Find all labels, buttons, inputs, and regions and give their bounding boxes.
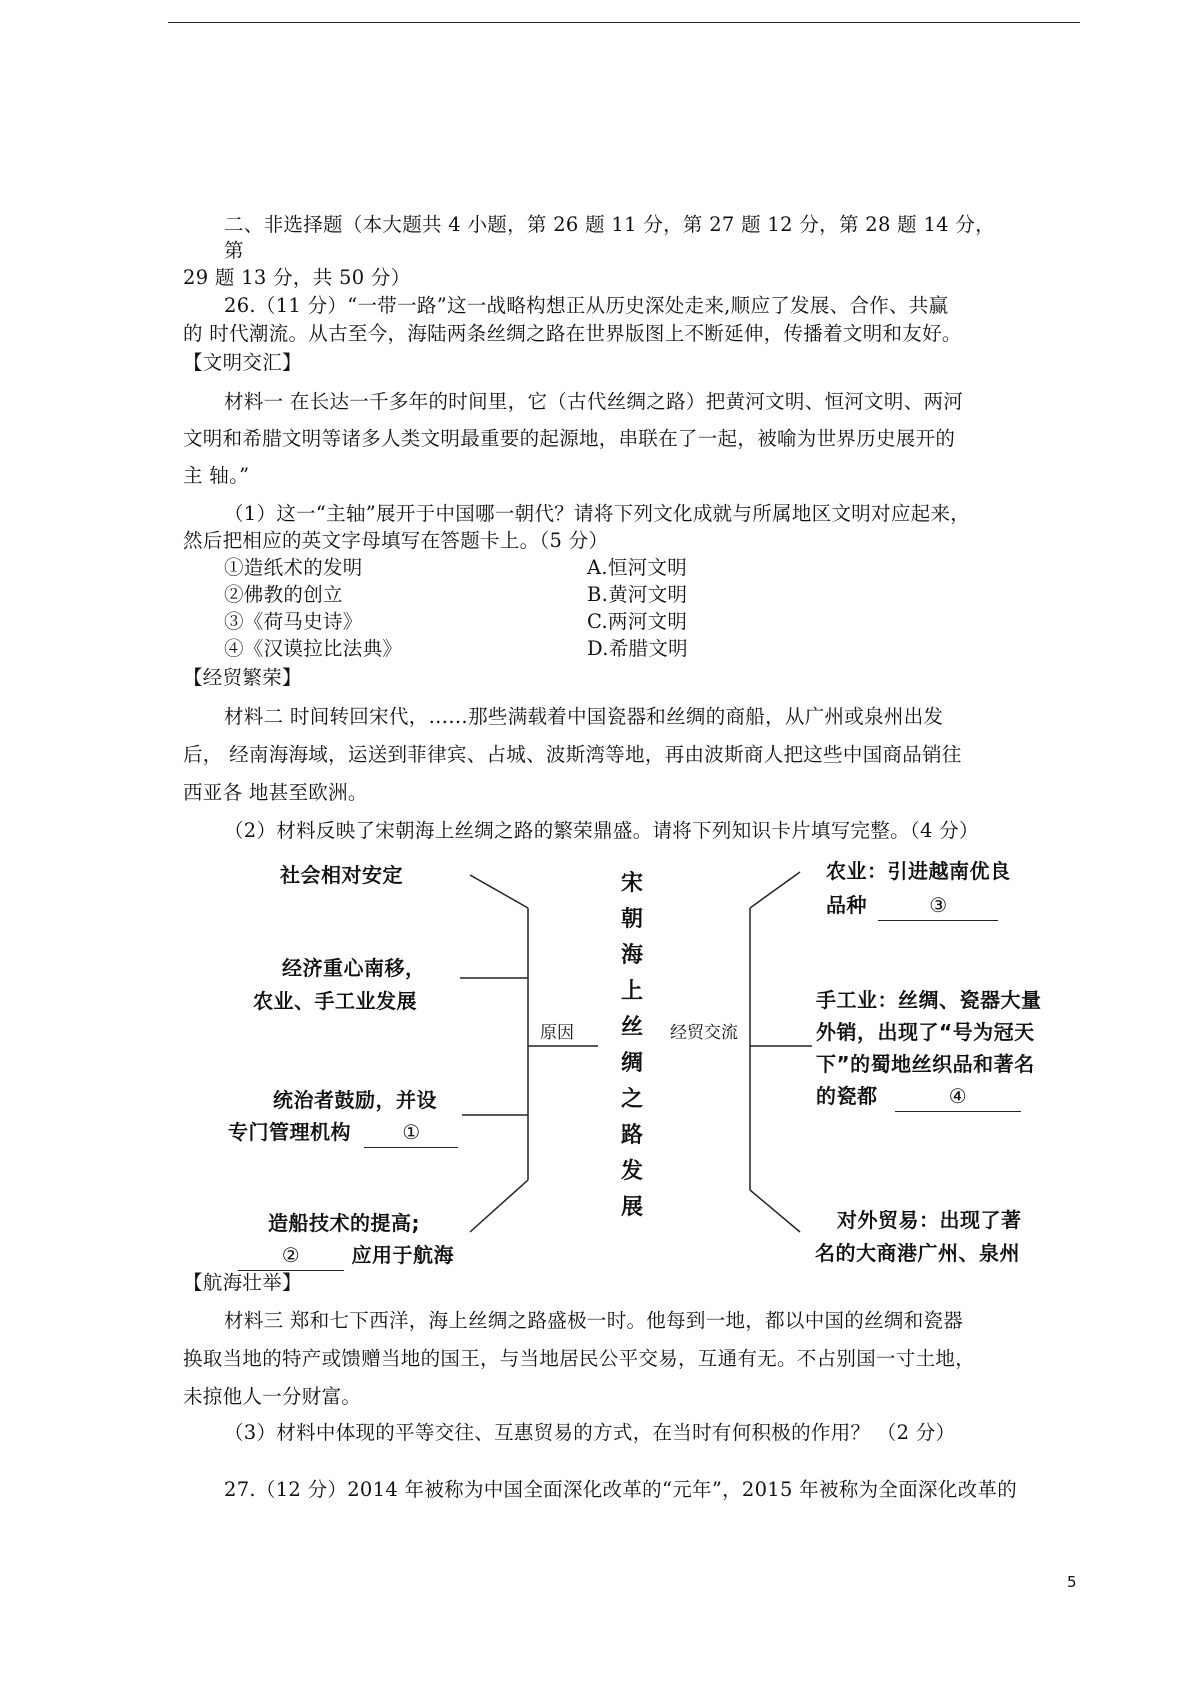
center-char: 宋	[620, 871, 643, 896]
material1-line1: 材料一 在长达一千多年的时间里，它（古代丝绸之路）把黄河文明、恒河文明、两河	[224, 390, 964, 413]
civilization-item: A.恒河文明	[587, 556, 688, 579]
center-char: 之	[620, 1087, 643, 1112]
center-char: 上	[620, 979, 643, 1004]
reason-economy-line2: 农业、手工业发展	[253, 989, 417, 1013]
civilization-item: B.黄河文明	[587, 583, 688, 606]
material2-line3: 西亚各 地甚至欧洲。	[183, 781, 368, 804]
material3-line2: 换取当地的特产或馈赠当地的国王，与当地居民公平交易，互通有无。不占别国一寸土地，	[183, 1347, 976, 1370]
center-char: 朝	[620, 907, 643, 932]
reason-ship-line1: 造船技术的提高;	[268, 1211, 420, 1235]
civilization-item: D.希腊文明	[587, 637, 688, 660]
trade-agri-text: 品种	[826, 893, 867, 917]
q1-line2: 然后把相应的英文字母填写在答题卡上。（5 分）	[183, 529, 609, 552]
reason-stable-society: 社会相对安定	[280, 863, 403, 887]
center-char: 路	[620, 1123, 643, 1148]
material1-line3: 主 轴。”	[183, 464, 250, 487]
trade-craft-line1: 手工业：丝绸、瓷器大量	[816, 988, 1042, 1012]
heading-voyage: 【航海壮举】	[183, 1271, 302, 1294]
q26-intro-line2: 的 时代潮流。从古至今，海陆两条丝绸之路在世界版图上不断延伸，传播着文明和友好。	[183, 322, 962, 345]
trade-craft-line4	[816, 1081, 1021, 1112]
center-char: 发	[620, 1159, 643, 1184]
center-char: 展	[620, 1195, 643, 1220]
branch-line	[750, 1190, 800, 1232]
answer-blank-3[interactable]: ③	[878, 890, 998, 921]
trade-craft-line2: 外销，出现了“号为冠天	[816, 1020, 1035, 1044]
diagram-left-label: 原因	[540, 1023, 574, 1043]
achievement-item: ④《汉谟拉比法典》	[224, 637, 403, 660]
trade-craft-line3: 下”的蜀地丝织品和著名	[816, 1052, 1035, 1076]
reason-ruler-line2	[228, 1117, 458, 1148]
q3-prompt: （3）材料中体现的平等交往、互惠贸易的方式，在当时有何积极的作用？ （2 分）	[224, 1421, 956, 1444]
q26-intro-line1: 26.（11 分）“一带一路”这一战略构想正从历史深处走来,顺应了发展、合作、共赢	[224, 294, 949, 317]
reason-ship-line2	[238, 1240, 454, 1271]
material2-line2: 后， 经南海海域，运送到菲律宾、占城、波斯湾等地，再由波斯商人把这些中国商品销往	[183, 743, 962, 766]
trade-foreign-line1: 对外贸易：出现了著	[837, 1208, 1022, 1232]
civilization-item: C.两河文明	[587, 610, 688, 633]
diagram-center-title	[612, 866, 652, 1226]
heading-trade: 【经贸繁荣】	[183, 666, 302, 689]
achievement-item: ②佛教的创立	[224, 583, 343, 606]
material1-line2: 文明和希腊文明等诸多人类文明最重要的起源地，串联在了一起，被喻为世界历史展开的	[183, 427, 956, 450]
answer-blank-1[interactable]: ①	[364, 1117, 458, 1148]
achievement-item: ①造纸术的发明	[224, 556, 363, 579]
branch-line	[470, 1180, 528, 1232]
answer-blank-4[interactable]: ④	[895, 1081, 1021, 1112]
center-char: 海	[620, 943, 643, 968]
trade-foreign-line2: 名的大商港广州、泉州	[815, 1241, 1020, 1265]
reason-economy-line1: 经济重心南移，	[282, 956, 426, 980]
material3-line1: 材料三 郑和七下西洋，海上丝绸之路盛极一时。他每到一地，都以中国的丝绸和瓷器	[224, 1309, 964, 1332]
reason-ruler-line1: 统治者鼓励，并设	[273, 1088, 437, 1112]
material3-line3: 未掠他人一分财富。	[183, 1385, 362, 1408]
trade-agri-line1: 农业：引进越南优良	[826, 859, 1011, 883]
branch-line	[750, 872, 800, 908]
center-char: 丝	[620, 1015, 643, 1040]
diagram-right-label: 经贸交流	[670, 1023, 738, 1043]
achievement-item: ③《荷马史诗》	[224, 610, 363, 633]
reason-ship-text: 应用于航海	[351, 1243, 454, 1267]
answer-blank-2[interactable]: ②	[238, 1240, 344, 1271]
q1-line1: （1）这一“主轴”展开于中国哪一朝代？请将下列文化成就与所属地区文明对应起来，	[224, 502, 971, 525]
reason-ruler-text: 专门管理机构	[228, 1120, 351, 1144]
trade-craft-text: 的瓷都	[816, 1084, 878, 1108]
branch-line	[470, 875, 528, 908]
center-char: 绸	[620, 1051, 643, 1076]
q2-prompt: （2）材料反映了宋朝海上丝绸之路的繁荣鼎盛。请将下列知识卡片填写完整。（4 分）	[224, 819, 979, 842]
q27-line1: 27.（12 分）2014 年被称为中国全面深化改革的“元年”，2015 年被称为全面深化改革的	[224, 1478, 1018, 1501]
section-title-line2: 29 题 13 分，共 50 分）	[183, 266, 411, 289]
heading-civilization: 【文明交汇】	[183, 351, 302, 374]
page-number: 5	[1067, 1573, 1077, 1591]
material2-line1: 材料二 时间转回宋代，……那些满载着中国瓷器和丝绸的商船，从广州或泉州出发	[224, 705, 944, 728]
trade-agri-line2	[826, 890, 998, 921]
section-title-line1b: 第	[224, 239, 244, 262]
section-title-line1: 二、非选择题（本大题共 4 小题，第 26 题 11 分，第 27 题 12 分，第 28 题 14 分，	[224, 213, 995, 236]
